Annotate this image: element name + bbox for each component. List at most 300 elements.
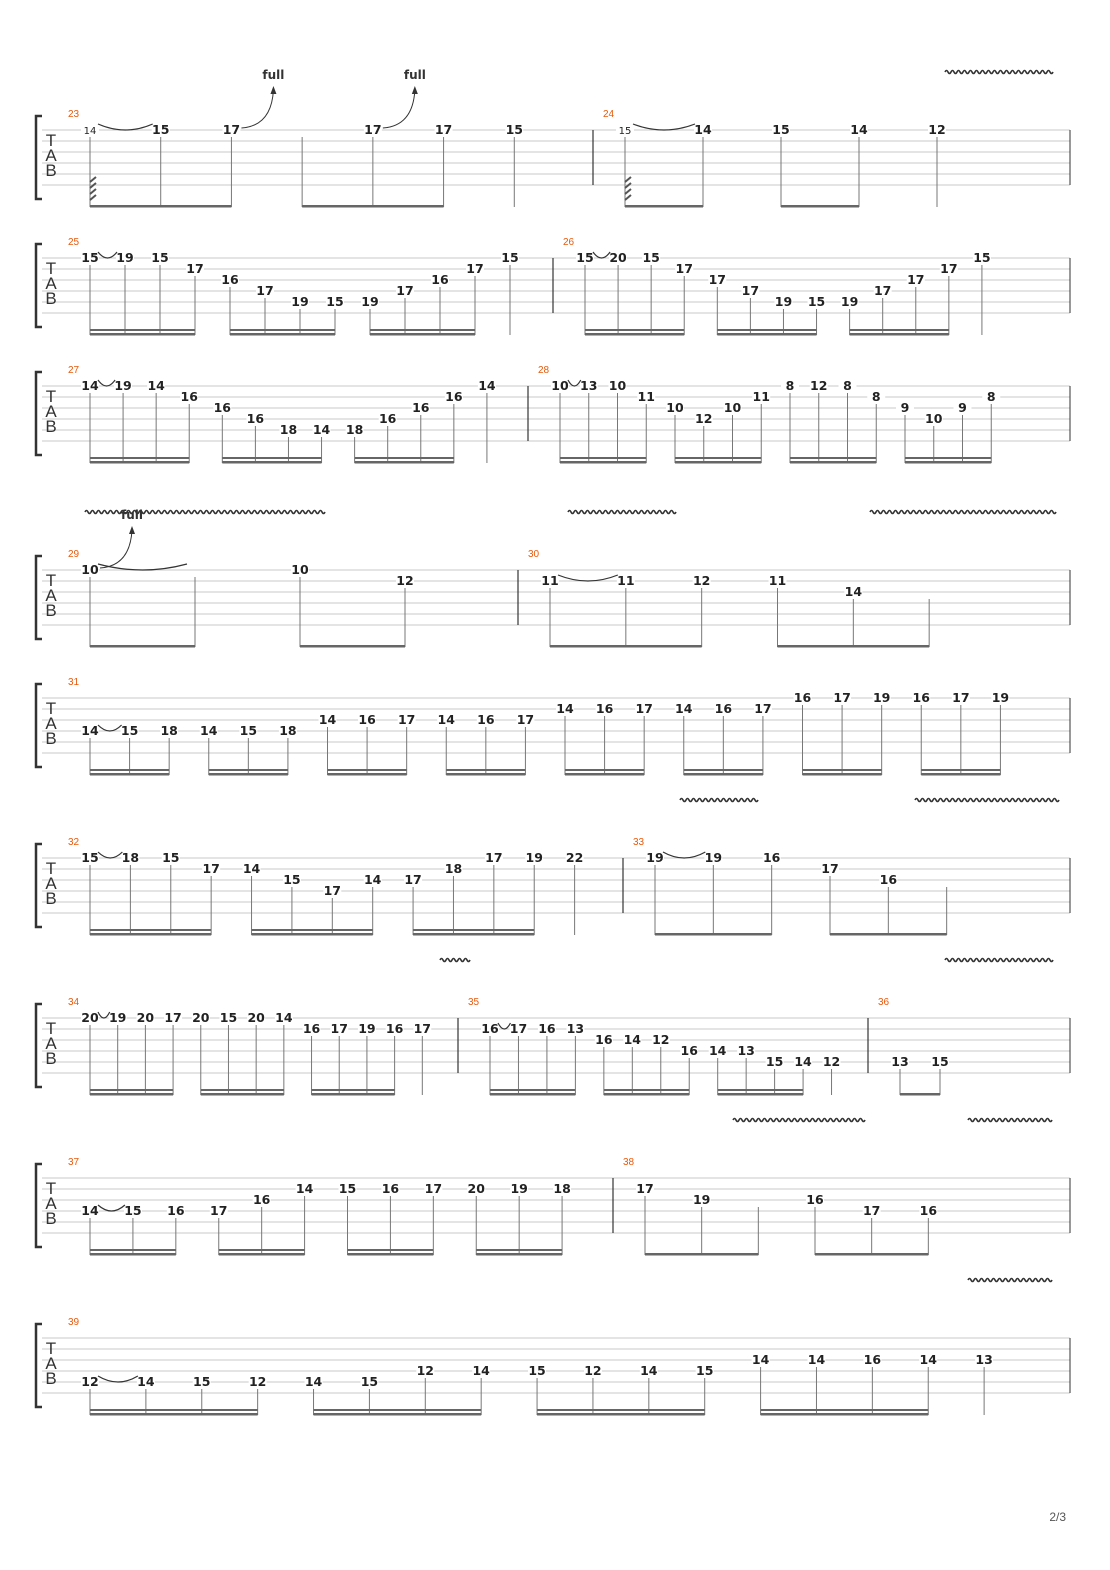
slur-arc	[593, 252, 610, 258]
fret-number: 16	[412, 400, 430, 415]
fret-number: 11	[768, 573, 787, 588]
measure-24	[593, 109, 946, 208]
fret-number: 17	[222, 122, 241, 137]
fret-number: 11	[541, 573, 559, 588]
fret-number: 11	[617, 573, 635, 588]
fret-number: 14	[437, 712, 455, 727]
tab-clef-letter: A	[45, 1354, 57, 1373]
fret-number: 19	[116, 250, 134, 265]
fret-number: 17	[516, 712, 535, 727]
fret-number: 13	[737, 1043, 755, 1058]
fret-number: 15	[81, 250, 99, 265]
fret-number: 14	[850, 122, 868, 137]
fret-number: 8	[986, 389, 996, 404]
measure-number: 30	[528, 549, 540, 560]
measure-number: 37	[68, 1157, 80, 1168]
beam	[201, 1093, 284, 1096]
fret-number: 16	[180, 389, 198, 404]
fret-number: 17	[862, 1203, 881, 1218]
vibrato-mark	[870, 511, 1056, 514]
fret-number: 15	[283, 872, 301, 887]
fret-number: 14	[478, 378, 496, 393]
fret-number: 16	[477, 712, 495, 727]
measure-34	[68, 997, 431, 1096]
measure-number: 23	[68, 109, 80, 120]
bend-arrow	[100, 530, 132, 568]
bend-arrow	[383, 90, 415, 128]
fret-number: 15	[162, 850, 180, 865]
beam	[718, 1093, 803, 1096]
beam	[850, 333, 949, 336]
measure-number: 34	[68, 997, 80, 1008]
beam	[413, 933, 534, 936]
tab-clef-letter: A	[45, 146, 57, 165]
beam	[300, 645, 405, 648]
rake-mark	[625, 177, 631, 200]
fret-number: 8	[843, 378, 852, 393]
beam	[550, 645, 702, 648]
slur-arc	[98, 564, 187, 570]
beam-secondary	[684, 769, 763, 771]
beam-secondary	[717, 329, 816, 331]
beam-secondary	[490, 1089, 575, 1091]
beam-secondary	[560, 457, 646, 459]
fret-number: 16	[358, 712, 376, 727]
fret-number: 17	[833, 690, 851, 705]
beam-secondary	[90, 1089, 173, 1091]
tab-system	[36, 68, 1070, 208]
fret-number: 16	[378, 411, 397, 426]
system-bracket	[36, 1324, 42, 1407]
beam-secondary	[90, 1409, 258, 1411]
fret-number: 13	[580, 378, 598, 393]
beam-secondary	[476, 1249, 562, 1251]
slur-arc	[633, 124, 695, 130]
fret-number: 16	[252, 1192, 271, 1207]
fret-number: 11	[637, 389, 655, 404]
beam-secondary	[790, 457, 876, 459]
fret-number: 12	[822, 1054, 841, 1069]
beam	[645, 1253, 758, 1256]
tab-system	[36, 799, 1070, 936]
beam	[560, 461, 646, 464]
measure-30	[518, 549, 929, 648]
bend-arrow	[241, 90, 273, 128]
beam-secondary	[252, 929, 373, 931]
fret-number: 12	[810, 378, 828, 393]
fret-number: 17	[741, 283, 760, 298]
fret-number: 8	[871, 389, 881, 404]
fret-number: 15	[338, 1181, 357, 1196]
beam	[790, 461, 876, 464]
vibrato-mark	[945, 71, 1053, 74]
fret-number: 12	[692, 573, 711, 588]
fret-number: 12	[652, 1032, 670, 1047]
measure-number: 31	[68, 677, 80, 688]
measure-number: 27	[68, 365, 80, 376]
fret-number: 15	[528, 1363, 546, 1378]
fret-number: 14	[556, 701, 574, 716]
tab-clef-letter: T	[45, 1179, 57, 1198]
fret-number: 17	[708, 272, 727, 287]
beam	[90, 1093, 173, 1096]
beam	[230, 333, 335, 336]
fret-number: 19	[114, 378, 132, 393]
fret-number: 17	[202, 861, 220, 876]
measure-25	[68, 237, 519, 336]
tab-clef-letter: B	[45, 161, 57, 180]
fret-number: 10	[723, 400, 742, 415]
measure-32	[68, 837, 584, 936]
beam	[348, 1253, 434, 1256]
fret-number: 16	[481, 1021, 499, 1036]
beam-secondary	[90, 329, 195, 331]
measure-number: 28	[538, 365, 550, 376]
fret-number: 14	[844, 584, 863, 599]
fret-number: 12	[928, 122, 946, 137]
beam-secondary	[921, 769, 1000, 771]
fret-number: 18	[279, 422, 298, 437]
fret-number: 14	[640, 1363, 658, 1378]
fret-number: 17	[424, 1181, 443, 1196]
fret-number: 11	[752, 389, 770, 404]
fret-number: 17	[466, 261, 484, 276]
tab-clef-letter: B	[45, 417, 57, 436]
fret-number: 15	[765, 1054, 784, 1069]
fret-number: 16	[806, 1192, 824, 1207]
fret-number: 17	[330, 1021, 348, 1036]
tab-clef-letter: A	[45, 274, 57, 293]
measure-number: 24	[603, 109, 615, 120]
tab-clef-letter: A	[45, 586, 57, 605]
measure-39	[68, 1317, 993, 1416]
beam	[90, 645, 195, 648]
beam	[921, 773, 1000, 776]
fret-number: 15	[642, 250, 660, 265]
beam	[355, 461, 454, 464]
fret-number: 17	[164, 1010, 182, 1025]
fret-number: 16	[167, 1203, 185, 1218]
fret-number: 10	[666, 400, 684, 415]
fret-number: 14	[708, 1043, 727, 1058]
beam-secondary	[604, 1089, 689, 1091]
slur-arc	[558, 575, 618, 581]
beam	[476, 1253, 562, 1256]
fret-number: 18	[279, 723, 297, 738]
fret-number: 17	[873, 283, 892, 298]
fret-number: 15	[326, 294, 344, 309]
slur-arc	[98, 124, 153, 130]
tab-system	[36, 959, 1070, 1096]
system-bracket	[36, 556, 42, 639]
fret-number: 17	[364, 122, 382, 137]
system-bracket	[36, 116, 42, 199]
measure-26	[553, 237, 991, 336]
measure-37	[68, 1157, 571, 1256]
beam	[604, 1093, 689, 1096]
slur-arc	[98, 1376, 138, 1382]
measure-31	[68, 677, 1009, 776]
vibrato-mark	[945, 959, 1053, 962]
beam	[252, 933, 373, 936]
fret-number: 15	[618, 126, 632, 137]
bend-arrowhead	[129, 526, 135, 534]
bend-label: full	[262, 68, 285, 82]
fret-number: 15	[772, 122, 790, 137]
beam	[314, 1413, 482, 1416]
fret-number: 15	[360, 1374, 379, 1389]
fret-number: 19	[291, 294, 309, 309]
bend-arrowhead	[412, 86, 418, 94]
measure-23	[68, 68, 523, 208]
fret-number: 18	[345, 422, 364, 437]
vibrato-mark	[440, 959, 470, 962]
fret-number: 19	[361, 294, 379, 309]
beam	[815, 1253, 928, 1256]
fret-number: 13	[566, 1021, 585, 1036]
fret-number: 14	[200, 723, 218, 738]
fret-number: 14	[304, 1374, 323, 1389]
tab-system	[36, 1119, 1070, 1256]
beam	[446, 773, 525, 776]
fret-number: 10	[291, 562, 309, 577]
fret-number: 14	[147, 378, 165, 393]
fret-number: 17	[434, 122, 453, 137]
beam-secondary	[370, 329, 475, 331]
fret-number: 16	[445, 389, 463, 404]
fret-number: 15	[120, 723, 139, 738]
fret-number: 17	[210, 1203, 228, 1218]
beam-secondary	[209, 769, 288, 771]
fret-number: 15	[193, 1374, 211, 1389]
beam	[625, 205, 703, 208]
measure-29	[68, 508, 414, 648]
fret-number: 17	[907, 272, 925, 287]
fret-number: 15	[239, 723, 258, 738]
fret-number: 9	[958, 400, 967, 415]
fret-number: 19	[692, 1192, 711, 1207]
fret-number: 17	[396, 283, 414, 298]
fret-number: 20	[192, 1010, 210, 1025]
fret-number: 17	[821, 861, 839, 876]
beam	[900, 1093, 940, 1096]
beam-secondary	[675, 457, 761, 459]
measure-number: 35	[468, 997, 480, 1008]
fret-number: 17	[509, 1021, 528, 1036]
fret-number: 15	[124, 1203, 142, 1218]
system-bracket	[36, 244, 42, 327]
fret-number: 17	[940, 261, 958, 276]
tab-clef-letter: T	[45, 699, 57, 718]
fret-number: 19	[774, 294, 793, 309]
slur-arc	[98, 725, 122, 731]
bend-label: full	[403, 68, 426, 82]
beam-secondary	[850, 329, 949, 331]
fret-number: 12	[81, 1374, 99, 1389]
tab-clef-letter: T	[45, 387, 57, 406]
fret-number: 19	[872, 690, 891, 705]
beam	[90, 333, 195, 336]
fret-number: 9	[900, 400, 910, 415]
fret-number: 12	[248, 1374, 267, 1389]
fret-number: 14	[295, 1181, 314, 1196]
fret-number: 10	[81, 562, 99, 577]
fret-number: 15	[501, 250, 519, 265]
fret-number: 16	[912, 690, 930, 705]
beam	[655, 933, 772, 936]
beam	[90, 1253, 176, 1256]
beam	[781, 205, 859, 208]
fret-number: 17	[256, 283, 274, 298]
beam-secondary	[585, 329, 684, 331]
fret-number: 16	[595, 701, 614, 716]
tab-clef-letter: B	[45, 1209, 57, 1228]
fret-number: 12	[695, 411, 713, 426]
fret-number: 22	[565, 850, 584, 865]
slur-arc	[98, 252, 117, 258]
measure-35	[458, 997, 841, 1096]
tab-clef-letter: B	[45, 601, 57, 620]
beam-secondary	[348, 1249, 434, 1251]
fret-number: 20	[247, 1010, 265, 1025]
tab-clef-letter: T	[45, 1339, 57, 1358]
fret-number: 14	[363, 872, 382, 887]
fret-number: 16	[302, 1021, 321, 1036]
measure-number: 32	[68, 837, 80, 848]
tab-clef-letter: A	[45, 874, 57, 893]
bend-arrowhead	[270, 86, 276, 94]
fret-number: 14	[83, 126, 97, 137]
tab-clef-letter: T	[45, 571, 57, 590]
measure-38	[613, 1157, 937, 1256]
measure-33	[623, 837, 947, 936]
measure-number: 25	[68, 237, 80, 248]
fret-number: 17	[952, 690, 970, 705]
fret-number: 12	[396, 573, 414, 588]
fret-number: 17	[635, 701, 653, 716]
beam	[585, 333, 684, 336]
fret-number: 16	[246, 411, 265, 426]
fret-number: 17	[675, 261, 693, 276]
fret-number: 16	[381, 1181, 400, 1196]
measure-number: 29	[68, 549, 80, 560]
beam-secondary	[312, 1089, 395, 1091]
beam	[684, 773, 763, 776]
tab-system	[36, 508, 1070, 648]
vibrato-mark	[968, 1119, 1052, 1122]
fret-number: 15	[973, 250, 991, 265]
fret-number: 10	[608, 378, 627, 393]
slur-arc	[498, 1023, 510, 1029]
beam	[370, 333, 475, 336]
fret-number: 15	[807, 294, 826, 309]
beam	[302, 205, 443, 208]
beam-secondary	[90, 769, 169, 771]
system-bracket	[36, 844, 42, 927]
fret-number: 19	[704, 850, 723, 865]
beam-secondary	[201, 1089, 284, 1091]
fret-number: 15	[151, 250, 169, 265]
fret-number: 17	[397, 712, 416, 727]
fret-number: 14	[318, 712, 337, 727]
tab-clef-letter: B	[45, 729, 57, 748]
beam	[328, 773, 407, 776]
vibrato-mark	[968, 1279, 1052, 1282]
fret-number: 14	[919, 1352, 937, 1367]
rake-mark	[90, 177, 96, 200]
measure-number: 39	[68, 1317, 80, 1328]
beam	[219, 1253, 305, 1256]
system-bracket	[36, 1004, 42, 1087]
slur-arc	[568, 380, 581, 386]
beam-secondary	[90, 1249, 176, 1251]
fret-number: 16	[221, 272, 239, 287]
measure-number: 36	[878, 997, 890, 1008]
fret-number: 14	[81, 723, 99, 738]
tab-system	[36, 237, 1070, 336]
slur-arc	[98, 380, 115, 386]
tab-clef-letter: T	[45, 131, 57, 150]
beam-secondary	[905, 457, 991, 459]
fret-number: 14	[751, 1352, 770, 1367]
fret-number: 15	[505, 122, 523, 137]
fret-number: 18	[553, 1181, 571, 1196]
fret-number: 16	[762, 850, 781, 865]
fret-number: 17	[636, 1181, 654, 1196]
fret-number: 17	[413, 1021, 432, 1036]
fret-number: 16	[385, 1021, 404, 1036]
fret-number: 18	[160, 723, 178, 738]
fret-number: 10	[551, 378, 569, 393]
system-bracket	[36, 684, 42, 767]
fret-number: 15	[931, 1054, 949, 1069]
fret-number: 17	[485, 850, 503, 865]
beam	[778, 645, 930, 648]
fret-number: 16	[793, 690, 812, 705]
fret-number: 16	[595, 1032, 613, 1047]
fret-number: 19	[108, 1010, 127, 1025]
system-bracket	[36, 1164, 42, 1247]
fret-number: 14	[694, 122, 712, 137]
beam-secondary	[230, 329, 335, 331]
fret-number: 20	[136, 1010, 155, 1025]
beam	[90, 933, 211, 936]
tab-clef-letter: B	[45, 1049, 57, 1068]
fret-number: 16	[431, 272, 449, 287]
tab-clef-letter: B	[45, 1369, 57, 1388]
fret-number: 10	[925, 411, 943, 426]
fret-number: 19	[358, 1021, 376, 1036]
fret-number: 16	[213, 400, 232, 415]
beam	[90, 773, 169, 776]
fret-number: 19	[525, 850, 543, 865]
beam-secondary	[803, 769, 882, 771]
fret-number: 18	[121, 850, 140, 865]
fret-number: 20	[81, 1010, 99, 1025]
fret-number: 12	[416, 1363, 434, 1378]
vibrato-mark	[680, 799, 758, 802]
tab-system	[36, 1279, 1070, 1416]
beam-secondary	[219, 1249, 305, 1251]
measure-number: 33	[633, 837, 645, 848]
fret-number: 15	[81, 850, 99, 865]
fret-number: 15	[219, 1010, 238, 1025]
slur-arc	[98, 1012, 110, 1018]
tab-clef-letter: B	[45, 289, 57, 308]
fret-number: 19	[510, 1181, 528, 1196]
measure-27	[68, 365, 496, 464]
fret-number: 20	[609, 250, 627, 265]
